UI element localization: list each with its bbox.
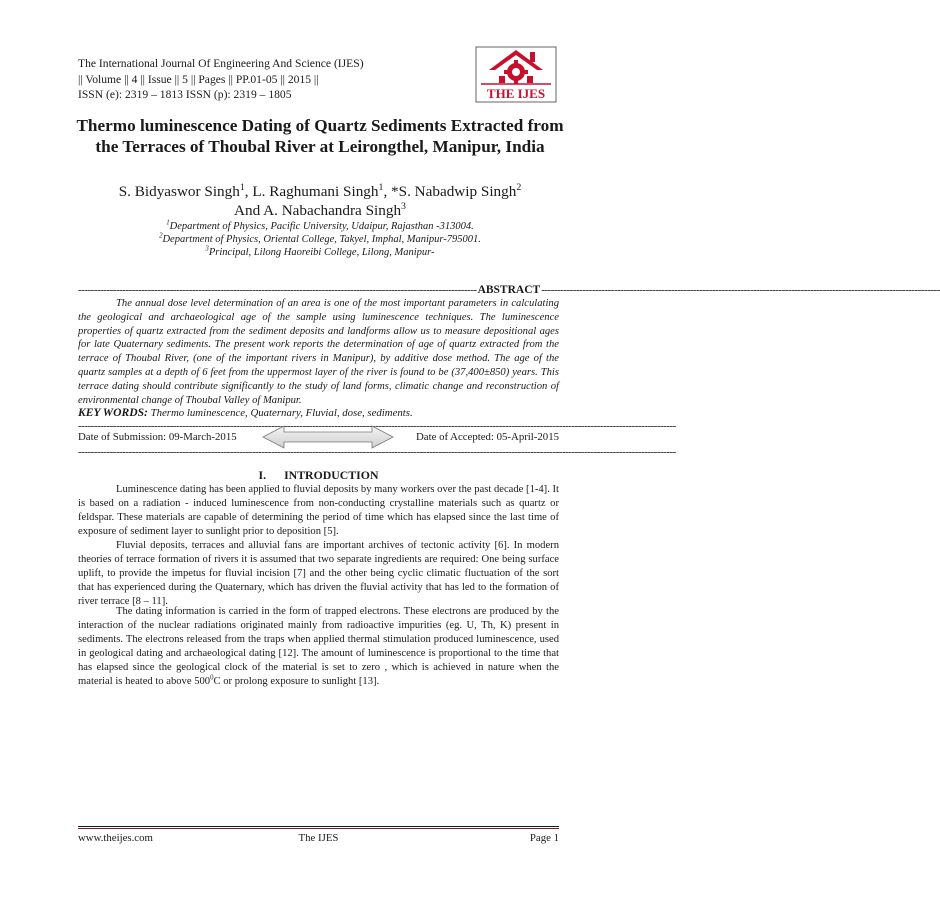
body-paragraph-text: C or prolong exposure to sunlight [13]. [213, 675, 380, 687]
keywords-label: KEY WORDS: [78, 406, 148, 419]
author-affil-mark: 1 [378, 181, 384, 193]
footer-rule-accent [78, 828, 559, 829]
dash-rule: --------------------------------------------------------------------------------------------------------------------------------------------------------------------------------------------- [78, 446, 676, 458]
date-of-submission: Date of Submission: 09-March-2015 [78, 431, 237, 443]
author-affil-mark: 1 [239, 181, 245, 193]
author-affil-mark: 3 [401, 200, 406, 212]
footer-rule [78, 826, 559, 827]
author-name: L. Raghumani Singh [252, 183, 379, 200]
abstract-heading: ABSTRACT [477, 284, 541, 296]
body-paragraph: Luminescence dating has been applied to fluvial deposits by many workers over the past decade [1-4]. It is based on a radiation - induced luminescence from non-conducting crystalline materials such as quartz or feldspar. These materials are capable of determining the period of time which has elapsed since the last time of exposure of sediment layer to sunlight prior to deposition [5]. [78, 484, 559, 537]
affiliation-item [70, 220, 570, 233]
paper-title: Thermo luminescence Dating of Quartz Sediments Extracted from the Terraces of Thoubal River at Leirongthel, Manipur, India [76, 116, 564, 156]
author-name: *S. Nabadwip Singh [391, 183, 517, 200]
dash-rule-left: ------------------------------------------------------------------------------------------------------------------------------ [78, 284, 477, 296]
issn-line: ISSN (e): 2319 – 1813 ISSN (p): 2319 – 1805 [78, 88, 292, 102]
footer-page-number: Page 1 [529, 832, 559, 844]
keywords-text: Thermo luminescence, Quaternary, Fluvial, dose, sediments. [150, 407, 413, 419]
author-name: S. Bidyaswor Singh [118, 183, 240, 200]
section-title: INTRODUCTION [284, 468, 379, 482]
ijes-logo [475, 46, 557, 103]
footer-website-link[interactable]: www.theijes.com [78, 832, 153, 844]
logo-text: THE IJES [486, 86, 546, 101]
degree-superscript: 0 [210, 674, 214, 681]
body-paragraph-text: The dating information is carried in the form of trapped electrons. These electrons are produced by the interaction of the nuclear radiations originated mainly from radioactive impurities (eg. U, Th, K) present in sediments. The electrons released from the traps when applied thermal stimulation produced luminescence, used in geological dating and archaeological dating [12]. The amount of luminescence is proportional to the time that has elapsed since the geological clock of the material is set to zero , which is achieved in nature when the material is heated to above 500 [78, 606, 559, 687]
keywords [78, 406, 559, 419]
abstract-text: The annual dose level determination of an area is one of the most important parameters in calculating the geological and archaeological age of the sample using luminescence techniques. The luminescence properties of quartz extracted from the sediment deposits and landforms allow us to measure depositional ages for late Quaternary sediments. The present work reports the determination of age of quartz extracted from the terrace of Thoubal River, (one of the important rivers in Manipur), by additive dose method. The age of the quartz samples at a depth of 6 feet from the uppermost layer of the river is found to be (37,400±850) years. This terrace dating should contribute significantly to the study of land forms, climatic change and reconstruction of environmental change of Thoubal Valley of Manipur. [78, 298, 559, 406]
affiliation-mark: 1 [166, 219, 170, 227]
affiliation-list [70, 220, 570, 259]
affiliation-mark: 2 [159, 232, 163, 240]
body-paragraph: Fluvial deposits, terraces and alluvial fans are important archives of tectonic activity [6]. In modern theories of terrace formation of rivers it is assumed that two separate ingredients are required: One being surface uplift, to provide the impetus for fluvial incision [7] and the other being cyclic climatic fluctuation of the sort that has experienced during the Quaternary, which has driven the fluvial activity that has led to the formation of river terrace [8 – 11]. [78, 540, 559, 607]
section-number: I. [258, 468, 267, 482]
author-separator: , [244, 183, 253, 200]
volume-line: || Volume || 4 || Issue || 5 || Pages || PP.01-05 || 2015 || [78, 72, 319, 86]
footer-journal: The IJES [298, 832, 339, 844]
author-affil-mark: 2 [516, 181, 522, 193]
affiliation-item [70, 233, 570, 246]
journal-header [78, 56, 364, 103]
affiliation-text: Department of Physics, Pacific University, Udaipur, Rajasthan -313004. [169, 221, 474, 232]
journal-name: The International Journal Of Engineering And Science (IJES) [78, 57, 364, 70]
dash-rule-right: ------------------------------------------------------------------------------------------------------------------------------ [541, 284, 940, 296]
dash-rule: --------------------------------------------------------------------------------------------------------------------------------------------------------------------------------------------- [78, 420, 676, 432]
affiliation-text: Principal, Lilong Haoreibi College, Lilong, Manipur- [208, 247, 435, 258]
affiliation-text: Department of Physics, Oriental College, Takyel, Imphal, Manipur-795001. [162, 234, 481, 245]
section-heading [78, 468, 559, 483]
affiliation-item [70, 246, 570, 259]
body-paragraph [78, 605, 559, 688]
author-name: And A. Nabachandra Singh [234, 202, 402, 219]
author-separator: , [383, 183, 392, 200]
abstract-heading-row [78, 284, 940, 296]
affiliation-mark: 3 [205, 245, 209, 253]
date-of-acceptance: Date of Accepted: 05-April-2015 [415, 431, 559, 443]
author-list [70, 182, 570, 220]
